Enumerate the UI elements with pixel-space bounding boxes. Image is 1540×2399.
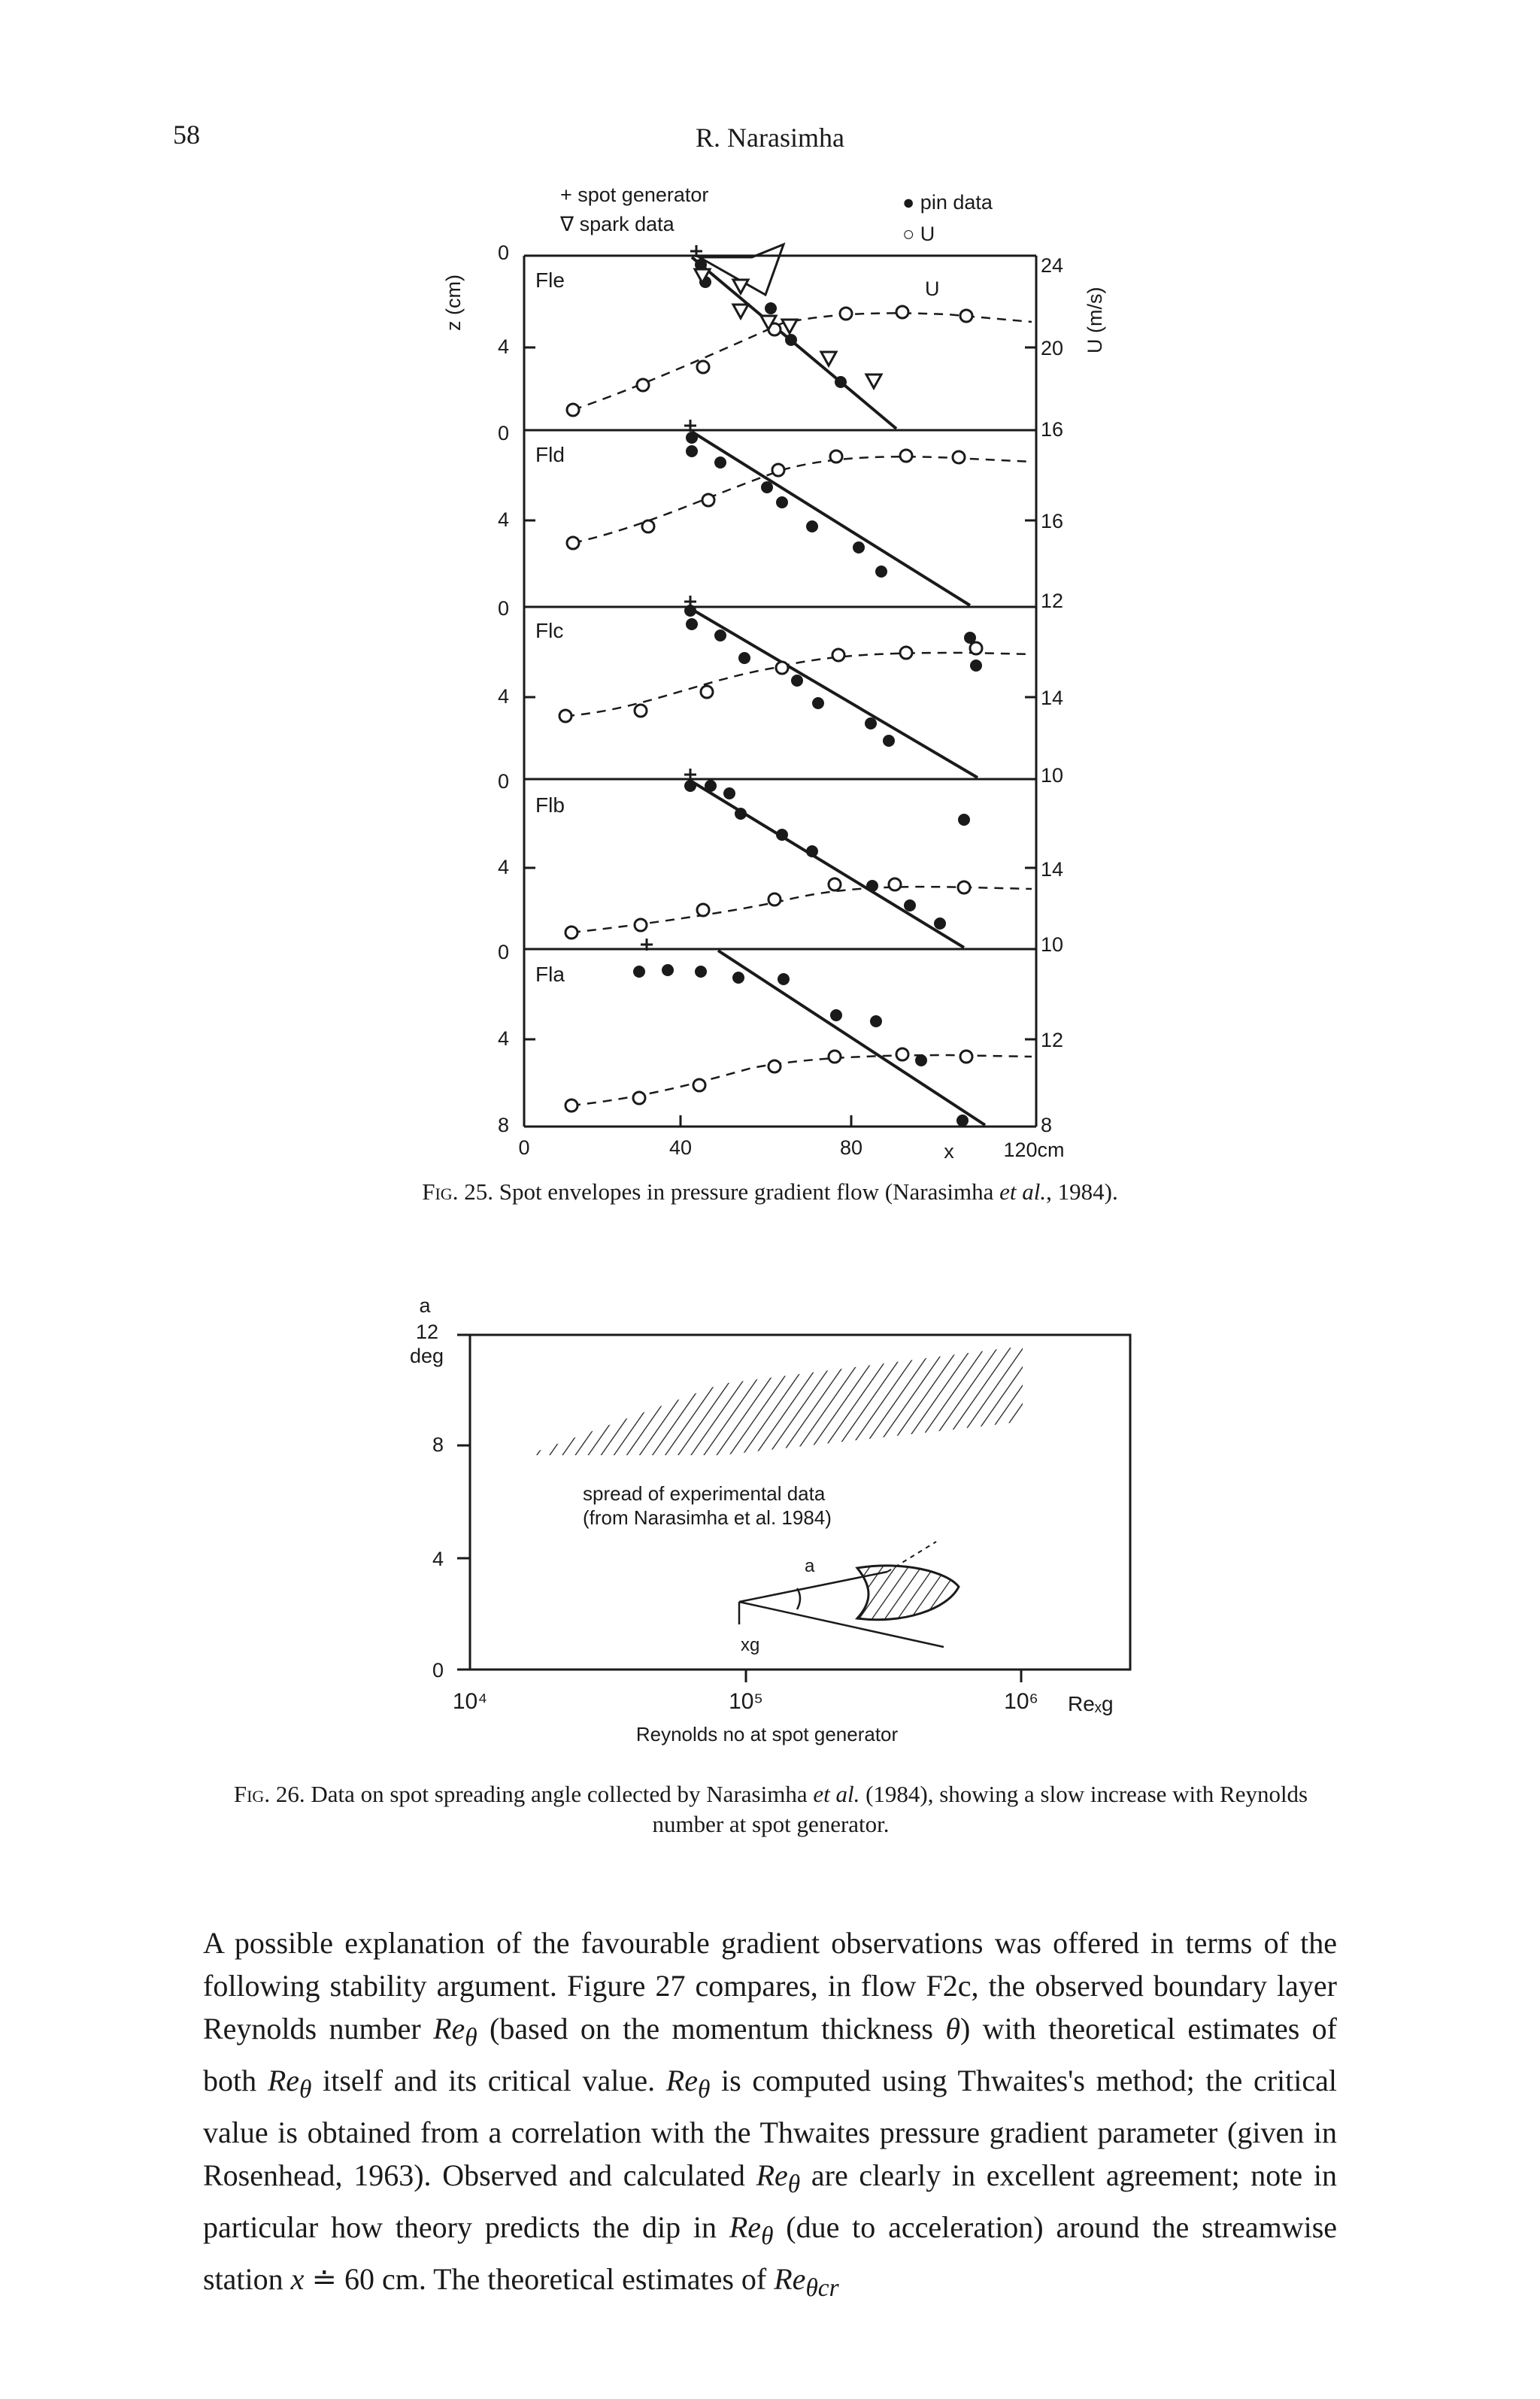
- pin-point: [633, 966, 645, 978]
- pin-point: [806, 520, 818, 532]
- u-point: [900, 450, 912, 462]
- caption-tail: , 1984).: [1046, 1178, 1118, 1205]
- u-inline-label: U: [925, 278, 940, 300]
- caption-tail: (1984), showing a slow increase with Reynolds number at spot generator.: [652, 1781, 1308, 1837]
- u-point: [832, 649, 844, 661]
- body-text-segment: ) with theoretical estimates of both: [203, 2012, 1337, 2097]
- u-point: [565, 1099, 578, 1112]
- u-point: [830, 450, 842, 463]
- y-tick: 0: [432, 1659, 444, 1682]
- x-tick: 10⁵: [729, 1689, 763, 1714]
- pin-point: [776, 829, 788, 841]
- u-point: [565, 927, 578, 939]
- u-point: [697, 904, 709, 916]
- re-theta-cr-symbol: $Re_{\theta cr}$: [774, 2262, 839, 2302]
- pin-point: [870, 1015, 882, 1027]
- caption-label: Fig. 26.: [233, 1781, 305, 1807]
- pin-point: [958, 814, 970, 826]
- spread-annotation-line2: (from Narasimha et al. 1984): [583, 1506, 832, 1529]
- body-text-segment: is computed using Thwaites's method; the critical value is obtained from a correlation with the Thwaites pressure gradient parameter (given in Rosenhead, 1963). Observed and calculated: [203, 2064, 1338, 2192]
- caption-text: Spot envelopes in pressure gradient flow (Narasimha: [499, 1178, 1000, 1205]
- pin-point: [806, 845, 818, 857]
- body-text-segment: A possible explanation of the favourable gradient observations was offered in terms of the following stability argument. Figure 27 compares, in flow F2c, the observed boundary layer Reynolds number: [203, 1926, 1337, 2046]
- legend-pin-data: ● pin data: [902, 191, 993, 214]
- envelope-line-flb: [690, 781, 964, 948]
- z-tick: 4: [497, 335, 509, 358]
- pin-point: [732, 972, 744, 984]
- z-ticks: [498, 241, 509, 1136]
- u-data-points: [559, 306, 982, 1112]
- z-tick: 4: [497, 685, 509, 708]
- u-point: [960, 1051, 972, 1063]
- re-symbol: $Re_\theta$: [433, 2012, 477, 2052]
- caption-label: Fig. 25.: [422, 1178, 493, 1205]
- u-tick: 10: [1041, 764, 1064, 787]
- pin-point: [853, 541, 865, 553]
- pin-point: [714, 456, 726, 469]
- u-tick: 12: [1041, 590, 1064, 612]
- pin-point: [686, 445, 698, 457]
- caption-etal: et al.: [999, 1178, 1047, 1205]
- caption-etal: et al.: [813, 1781, 860, 1807]
- u-point: [829, 1051, 841, 1063]
- pin-point: [765, 302, 777, 314]
- u-point: [702, 494, 714, 506]
- body-text-segment: (based on the momentum thickness: [477, 2012, 946, 2046]
- inset-station-label: xg: [741, 1635, 760, 1655]
- z-tick: 4: [497, 1027, 509, 1050]
- pin-point: [904, 899, 916, 911]
- envelope-line-fla: [718, 951, 985, 1125]
- u-point: [701, 686, 713, 698]
- figure-26: [0, 1241, 1540, 1767]
- pin-point: [714, 629, 726, 641]
- u-tick: 20: [1041, 337, 1064, 359]
- pin-point: [970, 660, 982, 672]
- spark-point: [733, 305, 748, 318]
- u-point: [637, 379, 649, 391]
- pin-point: [956, 1115, 969, 1127]
- z-tick: 0: [497, 770, 509, 793]
- spot-sketch-inset: [739, 1542, 959, 1655]
- u-point: [642, 520, 654, 532]
- legend-u-marker: ○ U: [902, 223, 935, 245]
- z-axis-label: z (cm): [442, 274, 465, 331]
- u-point: [900, 647, 912, 659]
- x-axis-symbol: Reₓg: [1068, 1692, 1114, 1715]
- envelope-lines: [690, 257, 985, 1125]
- theta-symbol: θ: [945, 2012, 961, 2046]
- pin-point: [662, 964, 674, 976]
- pin-point: [686, 432, 698, 444]
- spread-annotation-line1: spread of experimental data: [583, 1482, 826, 1505]
- figure-26-caption: [207, 1779, 1335, 1839]
- pin-point: [791, 675, 803, 687]
- u-point: [768, 1060, 781, 1072]
- pin-data-points: [633, 259, 982, 1127]
- envelope-line-flc: [690, 608, 978, 778]
- u-point: [960, 310, 972, 322]
- u-point: [768, 893, 781, 905]
- z-tick: 0: [497, 422, 509, 444]
- z-tick: 0: [497, 241, 509, 264]
- u-tick: 8: [1041, 1114, 1053, 1136]
- legend-spot-generator: + spot generator: [560, 183, 709, 206]
- experimental-spread-band: [526, 1346, 1023, 1455]
- pin-point: [761, 481, 773, 493]
- plot-frame: [524, 256, 1036, 1127]
- z-tick: 0: [497, 941, 509, 963]
- body-text-segment: (due to acceleration) around the streamwise station: [203, 2210, 1338, 2296]
- pin-point: [735, 808, 747, 820]
- z-tick: 4: [497, 508, 509, 531]
- spark-point: [821, 352, 836, 365]
- re-symbol: $Re_\theta$: [729, 2210, 774, 2250]
- u-point: [567, 404, 579, 416]
- legend-spark-data: ∇ spark data: [560, 213, 675, 235]
- x-tick: 10⁶: [1004, 1689, 1038, 1714]
- pin-point: [835, 376, 847, 388]
- x-axis-label: Reynolds no at spot generator: [635, 1723, 899, 1745]
- pin-point: [778, 973, 790, 985]
- body-text-segment: are clearly in excellent agreement; note in particular how theory predicts the dip in: [203, 2158, 1337, 2244]
- caption-text: Data on spot spreading angle collected by Narasimha: [311, 1781, 814, 1807]
- u-axis-label: U (m/s): [1084, 287, 1106, 353]
- u-tick: 14: [1041, 687, 1064, 709]
- pin-point: [684, 780, 696, 792]
- u-point: [693, 1079, 705, 1091]
- running-head: R. Narasimha: [696, 123, 844, 153]
- pin-point: [738, 652, 750, 664]
- y-tick: 8: [432, 1433, 444, 1456]
- body-paragraph: [203, 1921, 1337, 2310]
- panel-label-flb: Flb: [535, 793, 565, 817]
- x-tick: 80: [839, 1136, 863, 1159]
- u-point: [840, 308, 852, 320]
- u-tick: 14: [1041, 858, 1064, 881]
- x-axis-name: x: [944, 1140, 954, 1163]
- u-point: [889, 878, 901, 890]
- spot-generator-markers: [641, 245, 702, 951]
- z-tick: 0: [497, 597, 509, 620]
- pin-point: [695, 966, 707, 978]
- re-symbol: $Re_\theta$: [756, 2158, 801, 2198]
- x-tick: 0: [518, 1136, 530, 1159]
- y-tick: 12: [415, 1321, 438, 1343]
- re-symbol: $Re_\theta$: [267, 2064, 312, 2103]
- x-tick: 120cm: [1003, 1139, 1065, 1161]
- pin-point: [875, 566, 887, 578]
- pin-point: [866, 880, 878, 892]
- y-axis-symbol: a: [419, 1294, 431, 1317]
- u-point: [958, 881, 970, 893]
- angle-arc: [797, 1588, 800, 1609]
- pin-point: [883, 735, 895, 747]
- x-tick: 10⁴: [452, 1689, 488, 1714]
- y-tick: 4: [432, 1548, 444, 1570]
- u-point: [970, 642, 982, 654]
- pin-point: [723, 787, 735, 799]
- u-tick: 24: [1041, 254, 1064, 277]
- panel-label-fld: Fld: [535, 443, 565, 466]
- pin-point: [865, 717, 877, 729]
- u-point: [896, 306, 908, 318]
- u-point: [829, 878, 841, 890]
- inset-angle-label: a: [805, 1556, 815, 1576]
- body-text-segment: itself and its critical value.: [311, 2064, 666, 2097]
- u-point: [896, 1048, 908, 1060]
- z-tick: 8: [497, 1114, 509, 1136]
- panel-label-fla: Fla: [535, 963, 565, 986]
- pin-point: [812, 697, 824, 709]
- u-tick: 16: [1041, 418, 1064, 441]
- re-symbol: $Re_\theta$: [665, 2064, 711, 2103]
- z-tick: 4: [497, 856, 509, 878]
- pin-point: [964, 632, 976, 644]
- pin-point: [915, 1054, 927, 1066]
- u-point: [776, 662, 788, 674]
- x-symbol: x: [290, 2262, 305, 2296]
- u-point: [567, 537, 579, 549]
- velocity-curve-fle: [573, 313, 1032, 410]
- u-point: [633, 1092, 645, 1104]
- pin-point: [686, 618, 698, 630]
- u-ticks: [1041, 254, 1063, 1136]
- u-point: [635, 919, 647, 931]
- u-tick: 10: [1041, 933, 1064, 956]
- spark-point: [733, 280, 748, 293]
- figure-25-caption: [0, 1177, 1540, 1207]
- panel-label-fle: Fle: [535, 268, 565, 292]
- pin-point: [785, 334, 797, 346]
- panel-label-flc: Flc: [535, 619, 564, 642]
- pin-point: [830, 1009, 842, 1021]
- pin-point: [705, 780, 717, 792]
- spark-point: [866, 375, 881, 388]
- figure-25: [0, 0, 1540, 1173]
- u-point: [559, 710, 571, 722]
- page-number: 58: [173, 120, 200, 150]
- pin-point: [776, 496, 788, 508]
- u-point: [772, 464, 784, 476]
- u-point: [635, 705, 647, 717]
- pin-point: [934, 917, 946, 930]
- u-point: [953, 451, 965, 463]
- u-tick: 12: [1041, 1029, 1064, 1051]
- x-tick: 40: [668, 1136, 693, 1159]
- u-tick: 16: [1041, 510, 1064, 532]
- y-axis-unit: deg: [409, 1345, 444, 1367]
- spark-data-points: [695, 269, 881, 388]
- u-point: [697, 361, 709, 373]
- spark-point: [782, 320, 797, 333]
- spot-shape: [857, 1566, 959, 1620]
- body-text-segment: ≐ 60 cm. The theoretical estimates of: [304, 2262, 775, 2296]
